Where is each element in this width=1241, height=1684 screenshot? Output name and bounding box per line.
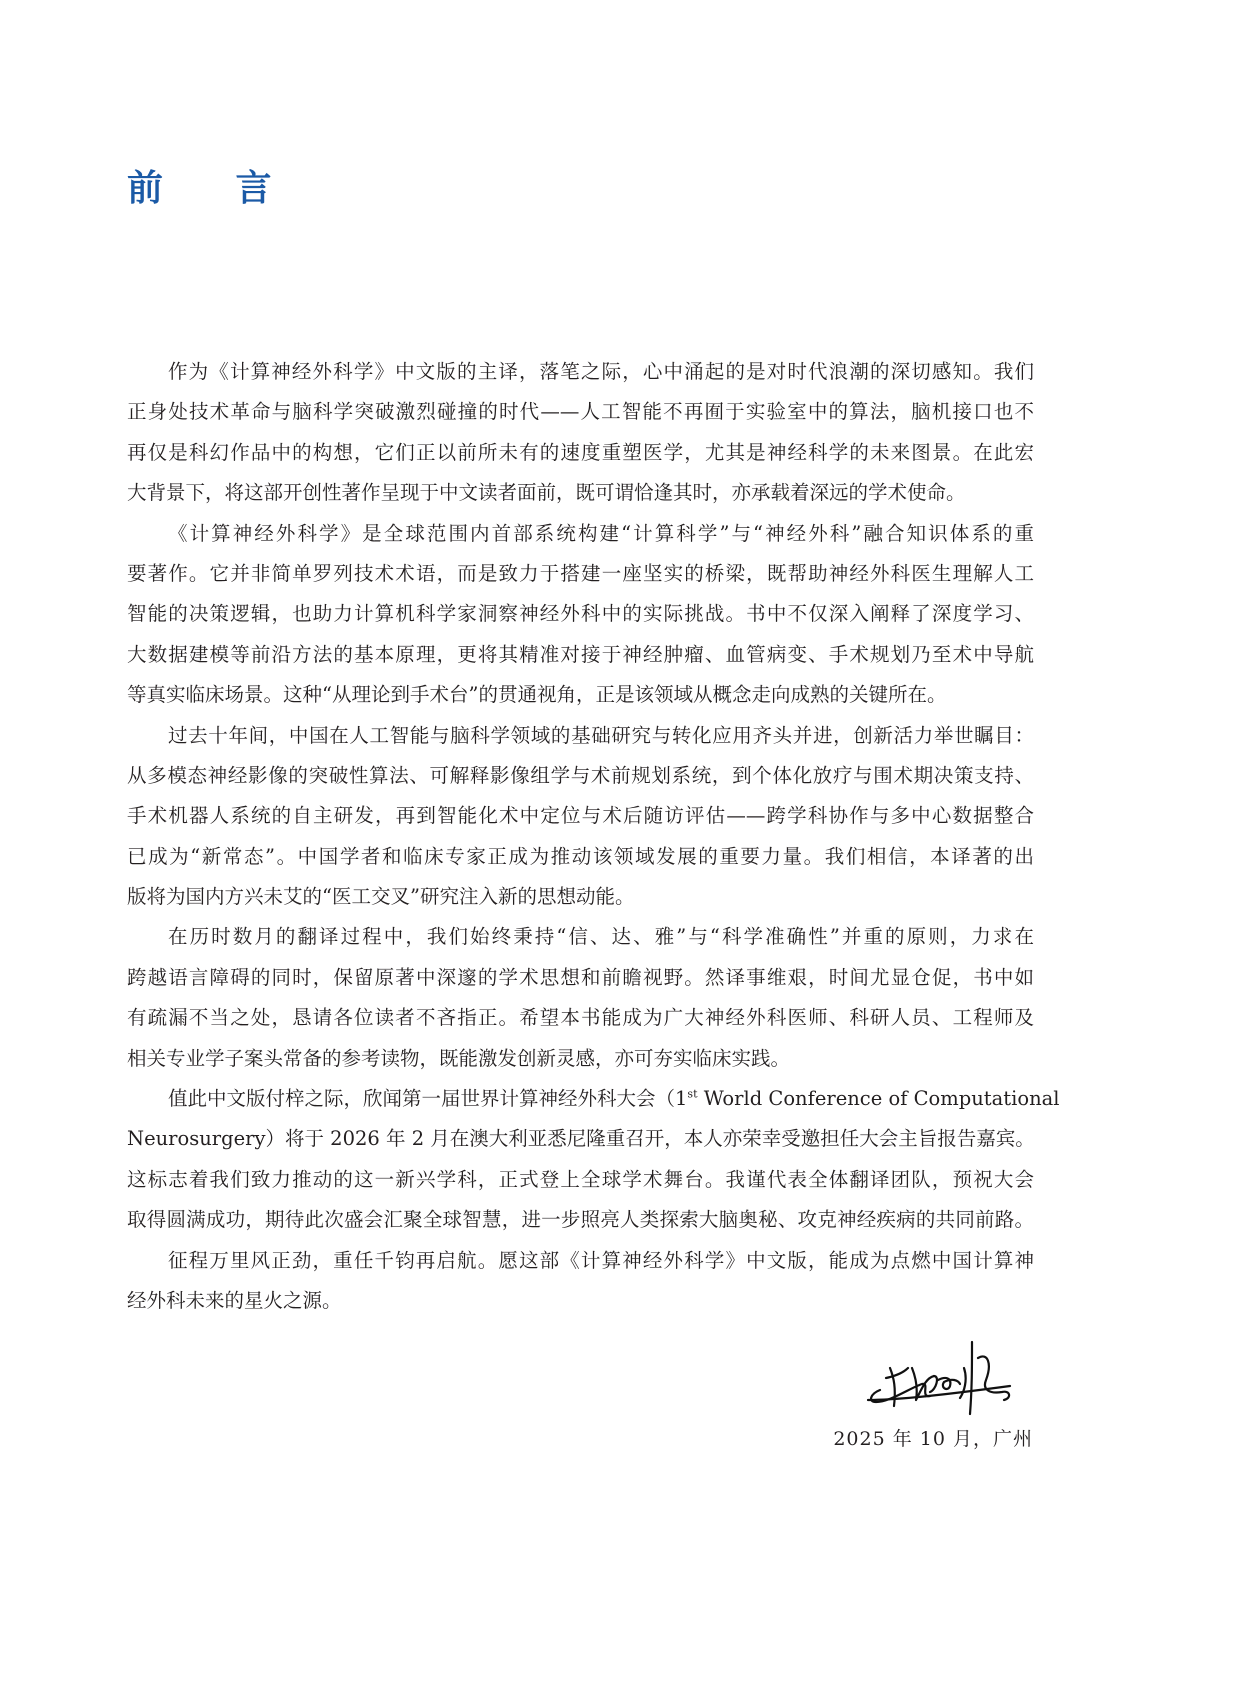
date-place: 2025 年 10 月，广州 — [833, 1428, 1033, 1450]
paragraph-5 — [127, 1079, 1060, 1241]
text-line: 过去十年间，中国在人工智能与脑科学领域的基础研究与转化应用齐头并进，创新活力举世瞩目： — [168, 723, 1034, 747]
text-segment: World Conference of Computational — [697, 1087, 1060, 1111]
text-line: 这标志着我们致力推动的这一新兴学科，正式登上全球学术舞台。我谨代表全体翻译团队，预祝大会 — [127, 1167, 1034, 1191]
text-line: 《计算神经外科学》是全球范围内首部系统构建“计算科学”与“神经外科”融合知识体系的重 — [168, 521, 1034, 545]
text-segment: 值此中文版付梓之际，欣闻第一届世界计算神经外科大会（1 — [168, 1087, 688, 1111]
text-line: 经外科未来的星火之源。 — [127, 1288, 342, 1312]
preface-body — [127, 352, 1060, 1321]
paragraph-6 — [127, 1241, 1034, 1322]
text-line — [127, 1079, 1060, 1119]
text-line: 在历时数月的翻译过程中，我们始终秉持“信、达、雅”与“科学准确性”并重的原则，力求在 — [168, 925, 1034, 949]
text-line: 版将为国内方兴未艾的“医工交叉”研究注入新的思想动能。 — [127, 885, 635, 909]
text-line: 征程万里风正劲，重任千钧再启航。愿这部《计算神经外科学》中文版，能成为点燃中国计算神 — [168, 1248, 1034, 1272]
text-line: 已成为“新常态”。中国学者和临床专家正成为推动该领域发展的重要力量。我们相信，本译著的出 — [127, 844, 1034, 868]
text-line: 智能的决策逻辑，也助力计算机科学家洞察神经外科中的实际挑战。书中不仅深入阐释了深度学习、 — [127, 602, 1034, 626]
text-line: 跨越语言障碍的同时，保留原著中深邃的学术思想和前瞻视野。然译事维艰，时间尤显仓促，书中如 — [127, 965, 1034, 989]
superscript: st — [687, 1087, 698, 1101]
text-line: 手术机器人系统的自主研发，再到智能化术中定位与术后随访评估——跨学科协作与多中心数据整合 — [127, 804, 1034, 828]
handwritten-signature — [860, 1328, 1020, 1428]
text-line: 有疏漏不当之处，恳请各位读者不吝指正。希望本书能成为广大神经外科医师、科研人员、工程师及 — [127, 1006, 1034, 1030]
text-line: 要著作。它并非简单罗列技术术语，而是致力于搭建一座坚实的桥梁，既帮助神经外科医生理解人工 — [127, 561, 1034, 585]
text-line: 相关专业学子案头常备的参考读物，既能激发创新灵感，亦可夯实临床实践。 — [127, 1046, 791, 1070]
paragraph-2 — [127, 514, 1034, 716]
page-title: 前 言 — [127, 168, 302, 209]
text-line: 正身处技术革命与脑科学突破激烈碰撞的时代——人工智能不再囿于实验室中的算法，脑机接口也不 — [127, 400, 1034, 424]
text-line: 取得圆满成功，期待此次盛会汇聚全球智慧，进一步照亮人类探索大脑奥秘、攻克神经疾病的共同前路。 — [127, 1208, 1034, 1232]
paragraph-1 — [127, 352, 1034, 514]
paragraph-4 — [127, 917, 1034, 1079]
text-line: 等真实临床场景。这种“从理论到手术台”的贯通视角，正是该领域从概念走向成熟的关键所在。 — [127, 683, 947, 707]
text-line: 从多模态神经影像的突破性算法、可解释影像组学与术前规划系统，到个体化放疗与围术期决策支持、 — [127, 763, 1034, 787]
text-line: Neurosurgery）将于 2026 年 2 月在澳大利亚悉尼隆重召开，本人亦荣幸受邀担任大会主旨报告嘉宾。 — [127, 1127, 1035, 1151]
text-line: 大数据建模等前沿方法的基本原理，更将其精准对接于神经肿瘤、血管病变、手术规划乃至术中导航 — [127, 642, 1034, 666]
text-line: 作为《计算神经外科学》中文版的主译，落笔之际，心中涌起的是对时代浪潮的深切感知。我们 — [168, 360, 1034, 383]
paragraph-3 — [127, 716, 1034, 918]
text-line: 大背景下，将这部开创性著作呈现于中文读者面前，既可谓恰逢其时，亦承载着深远的学术使命。 — [127, 481, 966, 505]
text-line: 再仅是科幻作品中的构想，它们正以前所未有的速度重塑医学，尤其是神经科学的未来图景。在此宏 — [127, 440, 1034, 464]
